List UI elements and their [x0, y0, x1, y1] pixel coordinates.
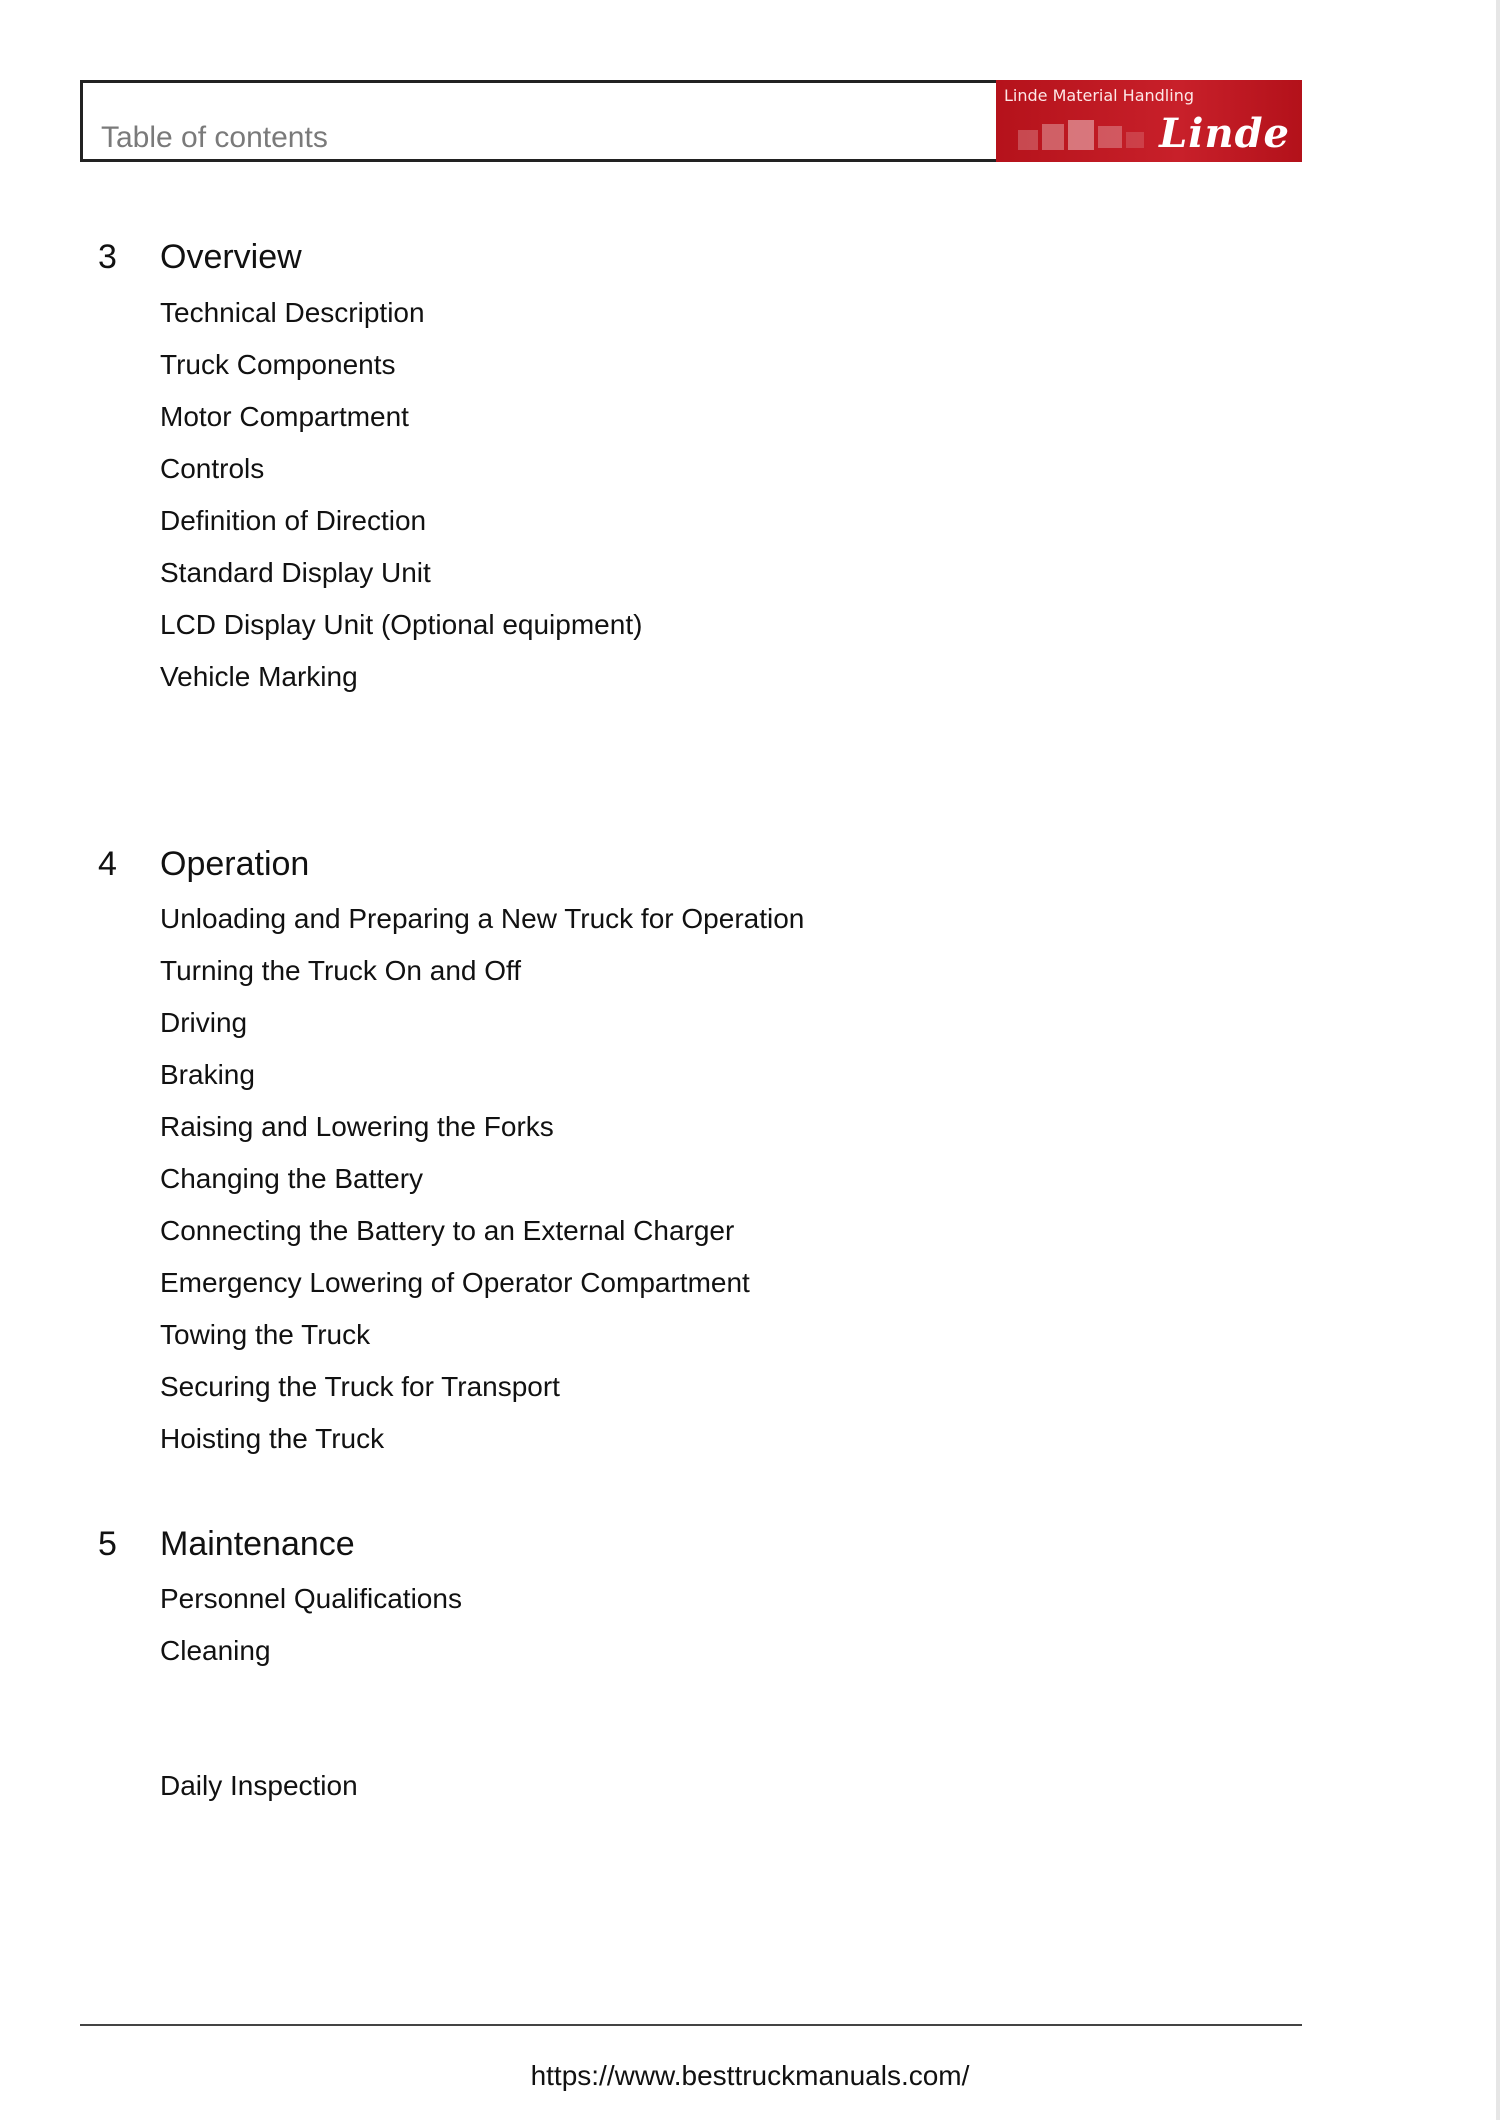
toc-item[interactable]: Unloading and Preparing a New Truck for Operation — [160, 903, 805, 934]
toc-item[interactable]: Truck Components — [160, 349, 396, 380]
section-number: 4 — [98, 845, 117, 883]
section-title-maintenance: Maintenance — [160, 1525, 355, 1563]
toc-item[interactable]: Standard Display Unit — [160, 557, 431, 588]
toc-item[interactable]: Hoisting the Truck — [160, 1423, 385, 1454]
toc-item[interactable]: Controls — [160, 453, 265, 484]
toc-item[interactable]: Personnel Qualifications — [160, 1583, 462, 1614]
toc-item[interactable]: Raising and Lowering the Forks — [160, 1111, 554, 1142]
toc-item[interactable]: Emergency Lowering of Operator Compartment — [160, 1267, 750, 1298]
toc-item[interactable]: Braking — [160, 1059, 255, 1090]
toc-item[interactable]: Driving — [160, 1007, 248, 1038]
toc-item[interactable]: Turning the Truck On and Off — [160, 955, 522, 986]
brand-subtitle: Linde Material Handling — [1004, 86, 1194, 105]
toc-item[interactable]: LCD Display Unit (Optional equipment) — [160, 609, 643, 640]
linde-brand-logo — [996, 80, 1302, 162]
brand-wordmark: Linde — [1159, 110, 1290, 157]
section-title-operation: Operation — [160, 845, 310, 883]
toc-item[interactable]: Cleaning — [160, 1635, 271, 1666]
toc-item[interactable]: Towing the Truck — [160, 1319, 371, 1350]
page-edge — [1496, 0, 1500, 2120]
footer-url-link[interactable]: https://www.besttruckmanuals.com/ — [530, 2060, 970, 2091]
header-title: Table of contents — [101, 121, 328, 154]
section-number: 5 — [98, 1525, 117, 1563]
toc-item[interactable]: Motor Compartment — [160, 401, 409, 432]
toc-item[interactable]: Connecting the Battery to an External Charger — [160, 1215, 735, 1246]
brand-pixel-pattern — [1018, 120, 1158, 154]
toc-item[interactable]: Vehicle Marking — [160, 661, 358, 692]
toc-item[interactable]: Securing the Truck for Transport — [160, 1371, 560, 1402]
toc-item[interactable]: Technical Description — [160, 297, 425, 328]
section-number: 3 — [98, 238, 117, 276]
toc-item[interactable]: Definition of Direction — [160, 505, 427, 536]
toc-item[interactable]: Changing the Battery — [160, 1163, 424, 1194]
section-title-overview: Overview — [160, 238, 302, 276]
page-header — [80, 80, 1302, 162]
toc-item[interactable]: Daily Inspection — [160, 1770, 358, 1801]
footer-divider — [80, 2024, 1302, 2026]
